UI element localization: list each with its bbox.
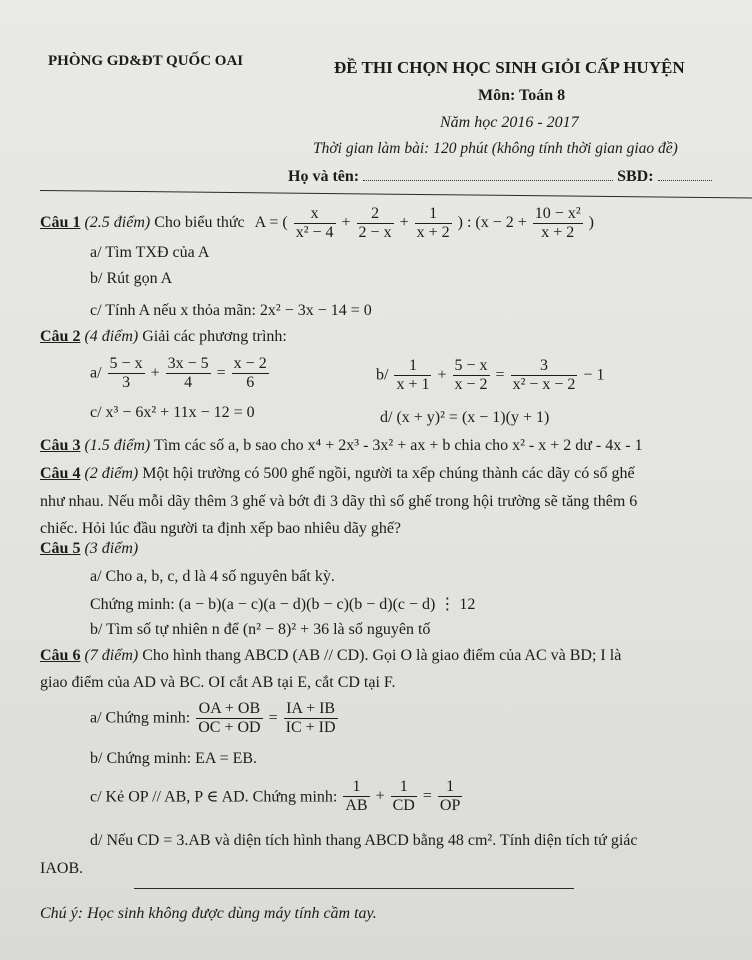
fraction: $\frac{x - 2}{6}$	[233, 355, 267, 391]
q2-intro: Giải các phương trình:	[142, 328, 287, 345]
q1-label: Câu 1	[40, 214, 81, 231]
plus-sign: +	[341, 214, 351, 231]
q4-line2: như nhau. Nếu mỗi dãy thêm 3 ghế và bớt đi 3 dãy thì số ghế trong hội trường sẽ tăng thêm 6	[40, 493, 638, 510]
fraction: $\frac{5 - x}{3}$	[109, 355, 143, 391]
end-divider	[134, 888, 574, 889]
q5-heading	[40, 540, 138, 558]
q2-heading	[40, 328, 287, 346]
sbd-field	[658, 180, 712, 181]
fraction: $\frac{1}{CD}$	[392, 778, 415, 814]
q5-part-a: a/ Cho a, b, c, d là 4 số nguyên bất kỳ.	[90, 568, 335, 585]
time-limit: Thời gian làm bài: 120 phút (không tính thời gian giao đề)	[313, 140, 678, 157]
q2-part-c: c/ x³ − 6x² + 11x − 12 = 0	[90, 404, 255, 421]
q3	[40, 437, 643, 455]
q6-part-b: b/ Chứng minh: EA = EB.	[90, 750, 258, 767]
fraction: $\frac{5 - x}{x - 2}$	[454, 357, 488, 393]
q5-label: Câu 5	[40, 540, 81, 557]
fraction: $\frac{2}{2 - x}$	[358, 204, 392, 241]
sbd-label: SBD:	[617, 168, 654, 185]
q2-part-b: b/ $\frac{1}{x + 1}$ + $\frac{5 - x}{x - 2}$ = $\frac{3}{\text{x² − x − 2}}$ − 1	[376, 357, 605, 393]
expr-open: A = (	[254, 214, 288, 231]
q3-label: Câu 3	[40, 437, 81, 454]
q1-part-b: b/ Rút gọn A	[90, 270, 173, 287]
q6-line1	[40, 647, 621, 665]
q6-c-prefix: c/ Kẻ OP // AB, P ∈ AD. Chứng minh:	[90, 788, 338, 806]
fraction: $\frac{IA + IB}{IC + ID}$	[285, 700, 336, 736]
part-label: b/	[376, 366, 389, 384]
name-field	[363, 180, 613, 181]
q3-points: (1.5 điểm)	[84, 437, 151, 454]
q6-points: (7 điểm)	[84, 647, 139, 664]
q4-text: Một hội trường có 500 ghế ngồi, người ta xếp chúng thành các dãy có số ghế	[142, 465, 635, 482]
q4-label: Câu 4	[40, 465, 81, 482]
fraction: $\frac{3x - 5}{4}$	[167, 355, 209, 391]
note: Chú ý: Học sinh không được dùng máy tính cầm tay.	[40, 905, 377, 922]
subject: Môn: Toán 8	[478, 87, 566, 104]
q6-a-prefix: a/ Chứng minh:	[90, 709, 191, 727]
q4-line1	[40, 465, 635, 483]
q6-part-a: a/ Chứng minh: $\frac{OA + OB}{OC + OD}$ = $\frac{IA + IB}{IC + ID}$	[90, 700, 336, 736]
q6-part-d: d/ Nếu CD = 3.AB và diện tích hình thang ABCD bằng 48 cm². Tính diện tích tứ giác	[90, 832, 638, 849]
q4-points: (2 điểm)	[84, 465, 139, 482]
q6-label: Câu 6	[40, 647, 81, 664]
header-divider	[40, 190, 752, 198]
q1-intro: Cho biểu thức	[154, 214, 245, 231]
expr-close: )	[588, 214, 594, 231]
candidate-line	[288, 168, 712, 186]
fraction: $\frac{1}{x + 1}$	[396, 357, 430, 393]
fraction: $\frac{1}{OP}$	[439, 778, 461, 814]
name-label: Họ và tên:	[288, 168, 360, 185]
office-name: PHÒNG GD&ĐT QUỐC OAI	[48, 53, 244, 69]
q5-points: (3 điểm)	[84, 540, 139, 557]
q5-part-b: b/ Tìm số tự nhiên n để (n² − 8)² + 36 là số nguyên tố	[90, 621, 431, 638]
q1-points: (2.5 điểm)	[84, 214, 151, 231]
q1-expression	[254, 204, 594, 241]
q6-part-c: c/ Kẻ OP // AB, P ∈ AD. Chứng minh: $\frac{1}{AB}$ + $\frac{1}{CD}$ = $\frac{1}{OP}$	[90, 778, 461, 814]
q4-line3: chiếc. Hỏi lúc đầu người ta định xếp bao nhiêu dãy ghế?	[40, 520, 402, 537]
fraction: $\frac{1}{AB}$	[345, 778, 368, 814]
q1-heading	[40, 204, 594, 242]
school-year: Năm học 2016 - 2017	[440, 114, 579, 131]
part-label: a/	[90, 364, 102, 382]
fraction: $\frac{\text{10 − x²}}{x + 2}$	[534, 204, 581, 241]
q5-proof: Chứng minh: (a − b)(a − c)(a − d)(b − c)(b − d)(c − d) ⋮ 12	[90, 596, 476, 613]
exam-title: ĐỀ THI CHỌN HỌC SINH GIỎI CẤP HUYỆN	[334, 58, 685, 77]
fraction: $\frac{x}{\text{x² − 4}}$	[295, 204, 334, 241]
q3-text: Tìm các số a, b sao cho x⁴ + 2x³ - 3x² + ax + b chia cho x² - x + 2 dư - 4x - 1	[153, 437, 643, 454]
fraction: $\frac{1}{x + 2}$	[416, 204, 450, 241]
q2-points: (4 điểm)	[84, 328, 139, 345]
fraction: $\frac{OA + OB}{OC + OD}$	[198, 700, 261, 736]
q6-text: Cho hình thang ABCD (AB // CD). Gọi O là giao điểm của AC và BD; I là	[142, 647, 622, 664]
q2-part-d: d/ (x + y)² = (x − 1)(y + 1)	[380, 409, 550, 426]
q6-line2: giao điểm của AD và BC. OI cắt AB tại E, cắt CD tại F.	[40, 674, 396, 691]
plus-sign: +	[399, 214, 409, 231]
q2-part-a: a/ $\frac{5 - x}{3}$ + $\frac{3x - 5}{4}$ = $\frac{x - 2}{6}$	[90, 355, 267, 391]
q6-part-d-cont: IAOB.	[40, 860, 84, 877]
fraction: $\frac{3}{\text{x² − x − 2}}$	[512, 357, 576, 393]
expr-mid: ) : (x − 2 +	[457, 214, 527, 231]
q2-label: Câu 2	[40, 328, 81, 345]
q1-part-c: c/ Tính A nếu x thỏa mãn: 2x² − 3x − 14 = 0	[90, 302, 372, 319]
q1-part-a: a/ Tìm TXĐ của A	[90, 244, 210, 261]
